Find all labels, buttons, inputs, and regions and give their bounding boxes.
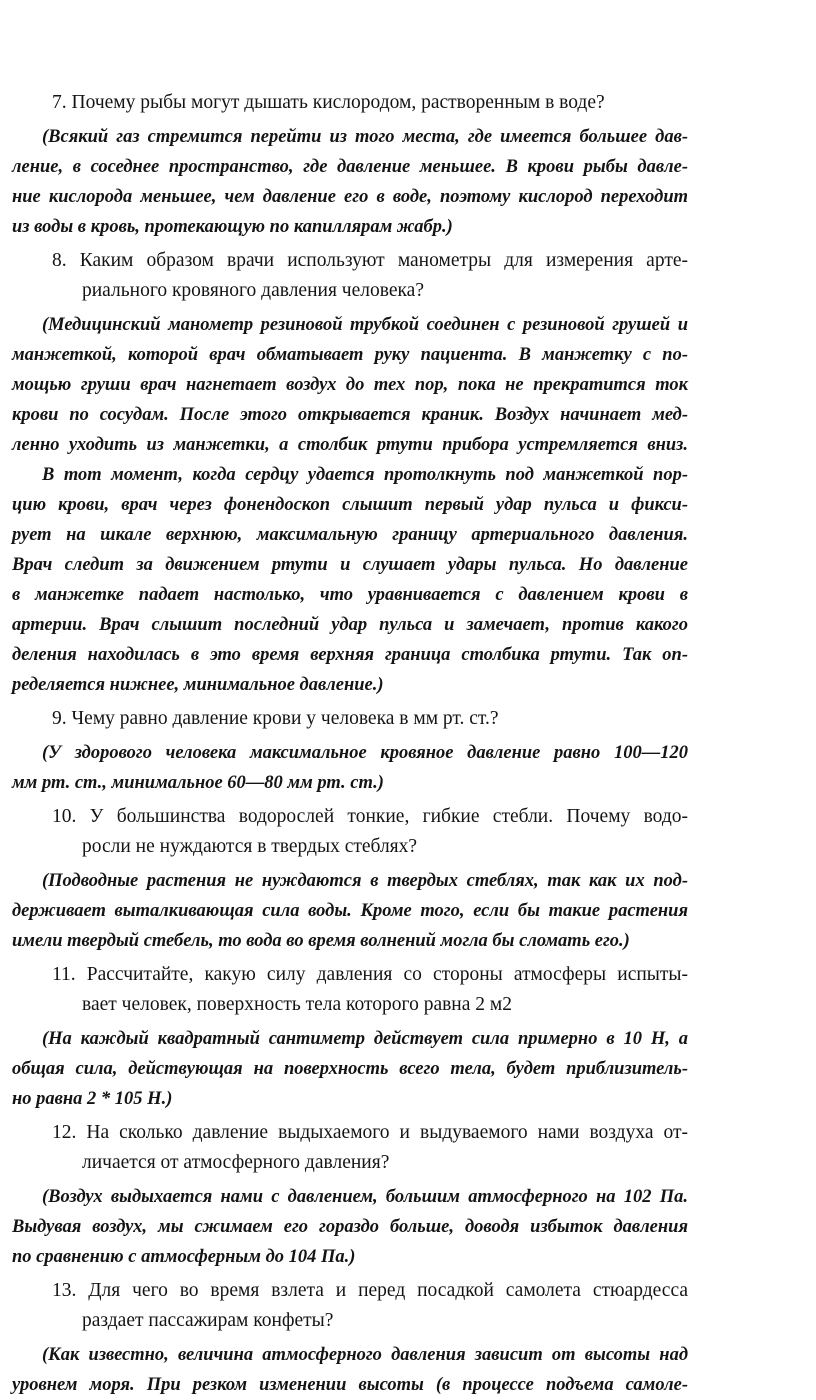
answer-line: в манжетке падает настолько, что уравнивается с давлением крови в — [12, 585, 688, 605]
answer-line: (Подводные растения не нуждаются в твердых стеблях, так как их под- — [42, 871, 688, 891]
answer-line: (Воздух выдыхается нами с давлением, большим атмосферного на 102 Па. — [42, 1187, 688, 1207]
answer-line: из воды в кровь, протекающую по капиллярам жабр.) — [12, 217, 453, 237]
answer-line: общая сила, действующая на поверхность всего тела, будет приблизитель- — [12, 1059, 688, 1079]
document-page — [12, 88, 688, 1400]
answer-line: ние кислорода меньшее, чем давление его в воде, поэтому кислород переходит — [12, 187, 688, 207]
answer-line: (Всякий газ стремится перейти из того места, где имеется большее дав- — [42, 127, 688, 147]
question-line: вает человек, поверхность тела которого равна 2 м2 — [82, 994, 512, 1015]
answer-line: (Медицинский манометр резиновой трубкой соединен с резиновой грушей и — [42, 315, 688, 335]
answer-line: мм рт. ст., минимальное 60—80 мм рт. ст.) — [12, 773, 384, 793]
answer-line: манжеткой, которой врач обматывает руку пациента. В манжетку с по- — [12, 345, 688, 365]
answer-line: Выдувая воздух, мы сжимаем его гораздо больше, доводя избыток давления — [12, 1217, 688, 1237]
answer-line: В тот момент, когда сердцу удается протолкнуть под манжеткой пор- — [42, 465, 688, 485]
answer-line: артерии. Врач слышит последний удар пульса и замечает, против какого — [12, 615, 688, 635]
answer-line: мощью груши врач нагнетает воздух до тех пор, пока не прекратится ток — [12, 375, 688, 395]
answer-line: деления находилась в это время верхняя граница столбика ртути. Так оп- — [12, 645, 688, 665]
question-line: 11. Рассчитайте, какую силу давления со стороны атмосферы испыты- — [52, 964, 688, 985]
answer-line: имели твердый стебель, то вода во время волнений могла бы сломать его.) — [12, 931, 630, 951]
answer-line: ределяется нижнее, минимальное давление.) — [12, 675, 384, 695]
answer-line: цию крови, врач через фонендоскоп слышит первый удар пульса и фикси- — [12, 495, 688, 515]
question-line: 9. Чему равно давление крови у человека в мм рт. ст.? — [52, 708, 499, 729]
answer-line: уровнем моря. При резком изменении высоты (в процессе подъема самоле- — [12, 1375, 688, 1395]
question-line: росли не нуждаются в твердых стеблях? — [82, 836, 418, 857]
answer-line: Врач следит за движением ртути и слушает удары пульса. Но давление — [12, 555, 688, 575]
answer-line: (На каждый квадратный сантиметр действует сила примерно в 10 Н, а — [42, 1029, 688, 1049]
answer-line: ленно уходить из манжетки, а столбик ртути прибора устремляется вниз. — [12, 435, 688, 455]
question-line: 12. На сколько давление выдыхаемого и выдуваемого нами воздуха от- — [52, 1122, 688, 1143]
question-line: раздает пассажирам конфеты? — [82, 1310, 334, 1331]
question-line: 7. Почему рыбы могут дышать кислородом, растворенным в воде? — [52, 92, 605, 113]
answer-line: (Как известно, величина атмосферного давления зависит от высоты над — [42, 1345, 688, 1365]
answer-line: держивает выталкивающая сила воды. Кроме того, если бы такие растения — [12, 901, 688, 921]
answer-line: (У здорового человека максимальное кровяное давление равно 100—120 — [42, 743, 688, 763]
answer-line: ление, в соседнее пространство, где давление меньшее. В крови рыбы давле- — [12, 157, 688, 177]
question-line: риального кровяного давления человека? — [82, 280, 424, 301]
answer-line: рует на шкале верхнюю, максимальную границу артериального давления. — [12, 525, 688, 545]
question-line: 10. У большинства водорослей тонкие, гибкие стебли. Почему водо- — [52, 806, 688, 827]
question-line: личается от атмосферного давления? — [82, 1152, 390, 1173]
question-line: 13. Для чего во время взлета и перед посадкой самолета стюардесса — [52, 1280, 688, 1301]
question-line: 8. Каким образом врачи используют манометры для измерения арте- — [52, 250, 688, 271]
answer-line: но равна 2 * 105 Н.) — [12, 1089, 173, 1109]
answer-line: по сравнению с атмосферным до 104 Па.) — [12, 1247, 356, 1267]
answer-line: крови по сосудам. После этого открывается краник. Воздух начинает мед- — [12, 405, 688, 425]
